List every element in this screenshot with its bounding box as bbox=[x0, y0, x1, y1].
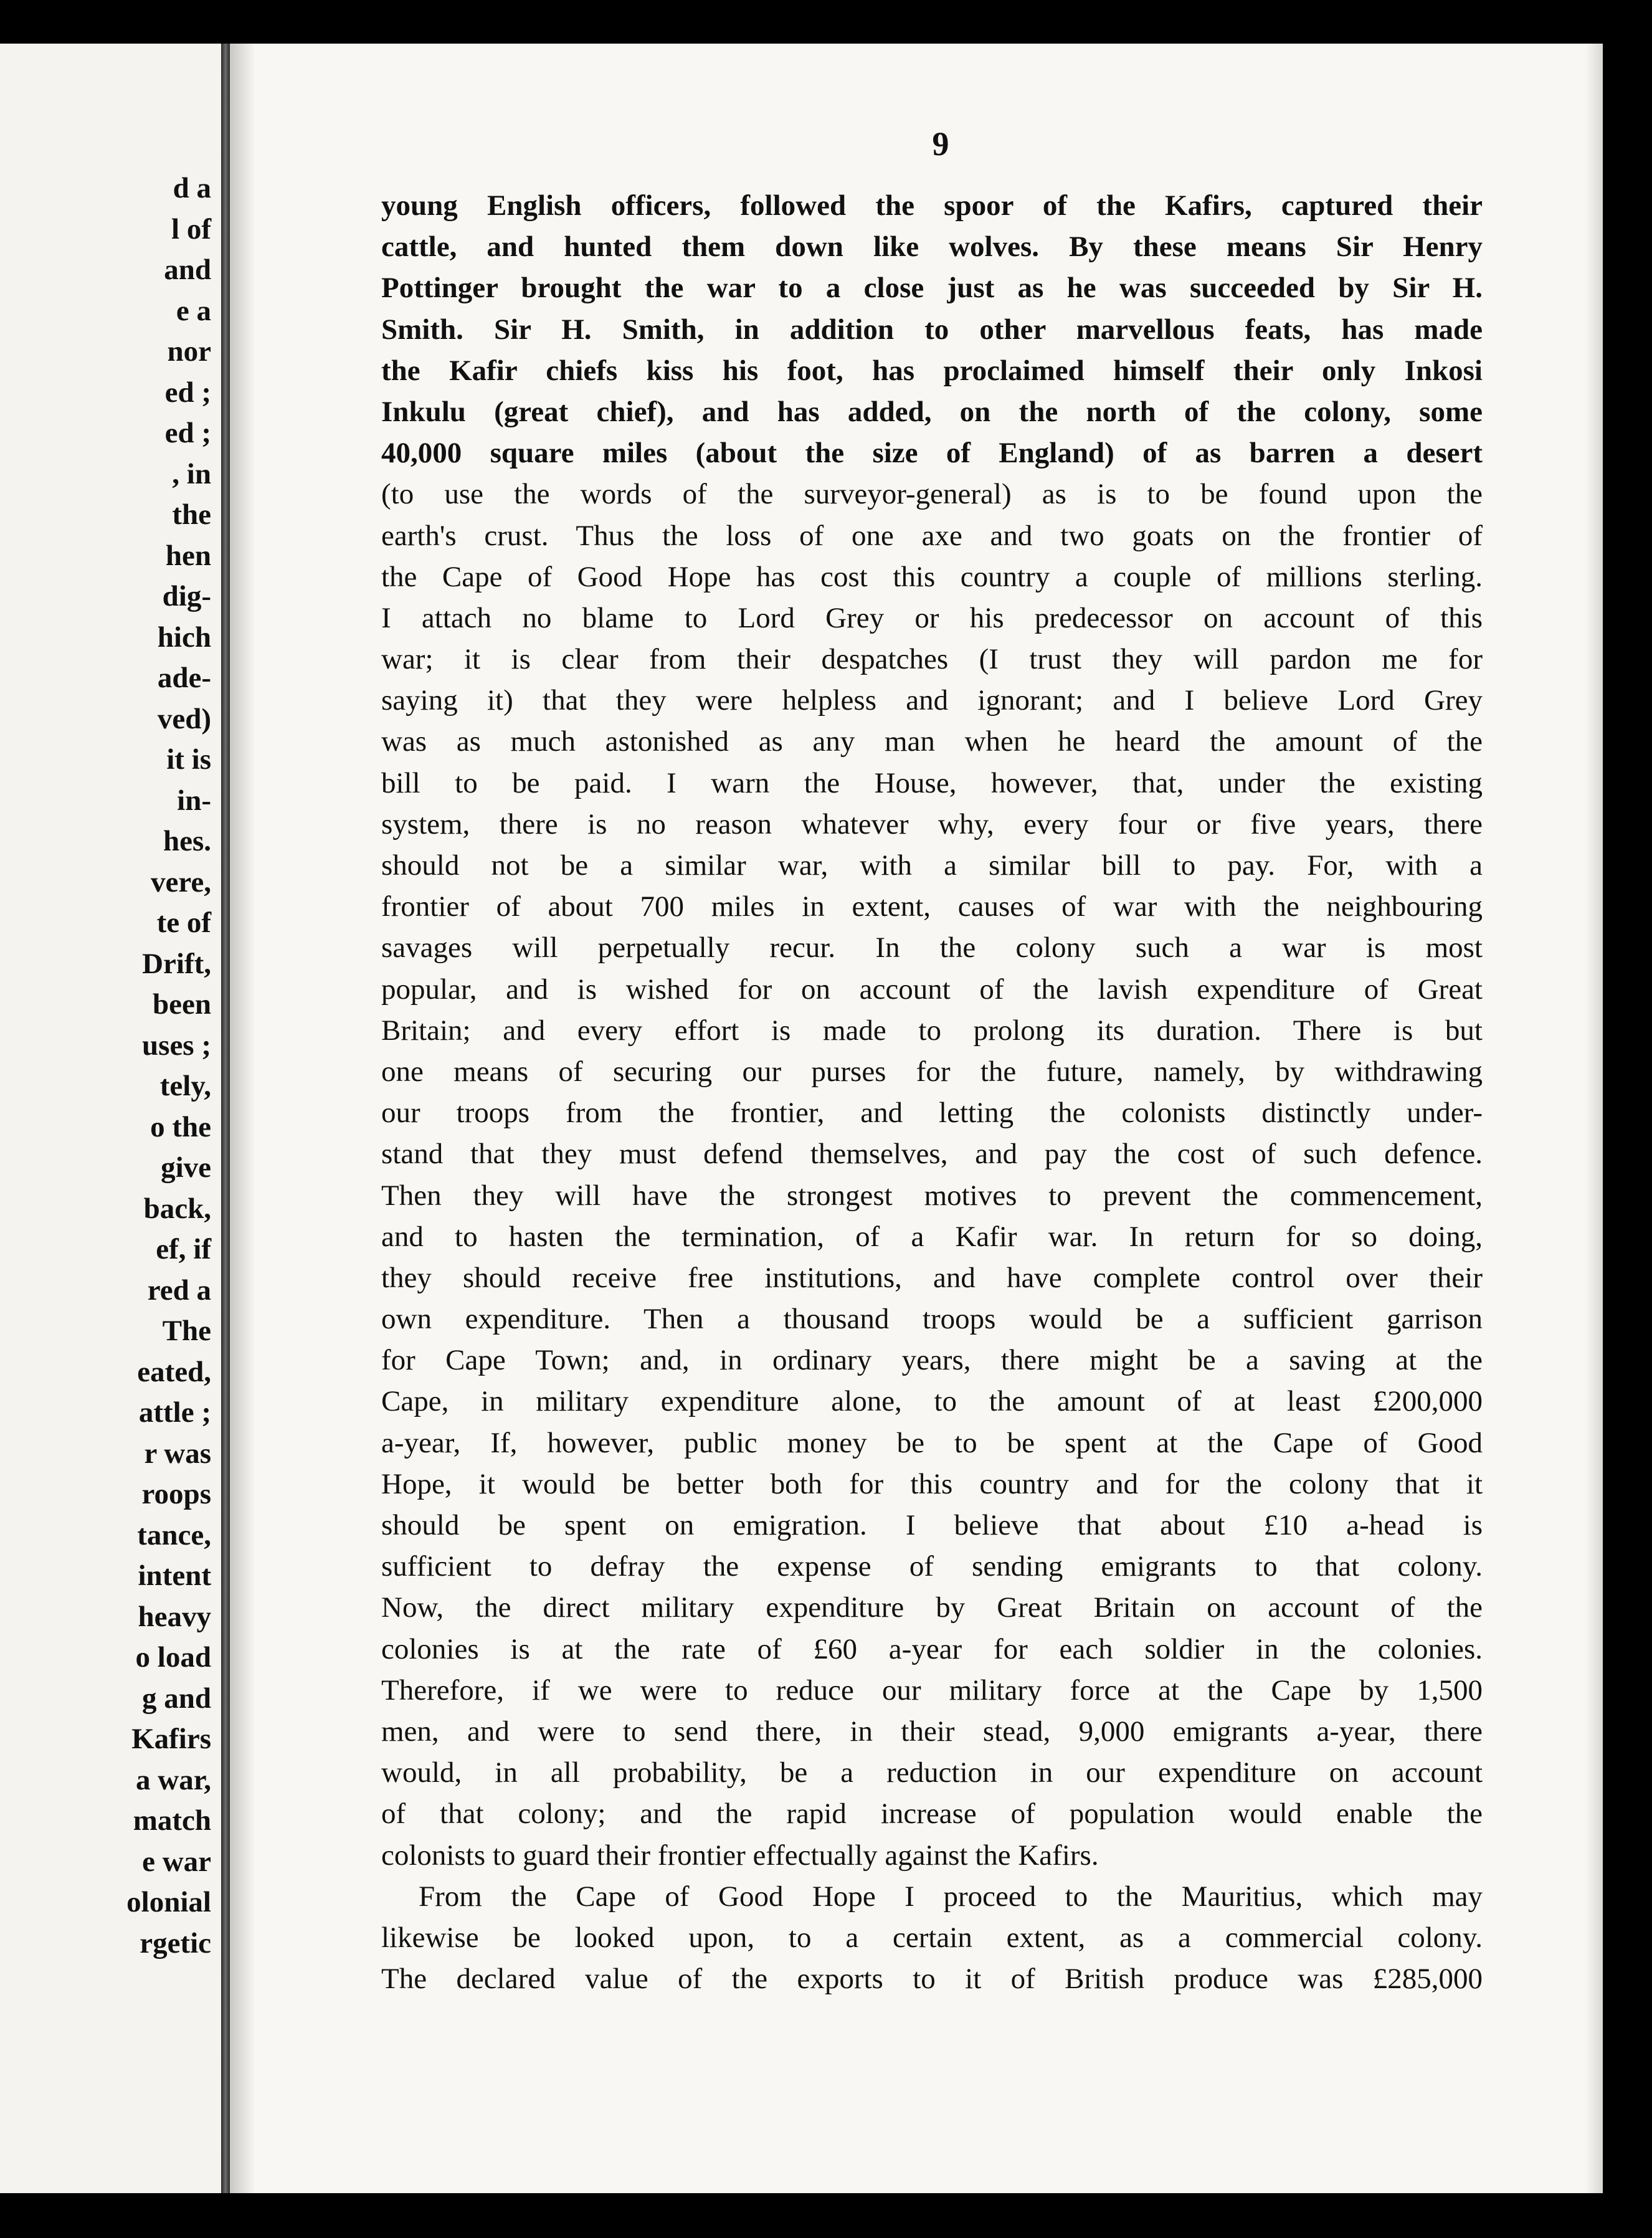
body-line: frontier of about 700 miles in extent, causes of war with the neighbouring bbox=[381, 890, 1483, 923]
left-fragment-line: olonial bbox=[126, 1886, 211, 1918]
body-line: should not be a similar war, with a similar bill to pay. For, with a bbox=[381, 849, 1483, 882]
body-line: likewise be looked upon, to a certain extent, as a commercial colony. bbox=[381, 1921, 1483, 1954]
body-line: own expenditure. Then a thousand troops would be a sufficient garrison bbox=[381, 1303, 1483, 1336]
left-fragment-line: e war bbox=[142, 1845, 211, 1878]
left-fragment-line: g and bbox=[141, 1682, 211, 1715]
body-line: Therefore, if we were to reduce our military force at the Cape by 1,500 bbox=[381, 1674, 1483, 1707]
left-fragment-line: The bbox=[162, 1315, 211, 1347]
body-line: of that colony; and the rapid increase of population would enable the bbox=[381, 1798, 1483, 1831]
left-fragment-line: ed ; bbox=[164, 376, 211, 409]
left-fragment-line: ed ; bbox=[164, 417, 211, 449]
left-fragment-line: back, bbox=[143, 1192, 211, 1225]
body-text bbox=[381, 185, 1483, 1999]
body-line: men, and were to send there, in their stead, 9,000 emigrants a-year, there bbox=[381, 1715, 1483, 1748]
left-fragment-line: o load bbox=[135, 1641, 211, 1674]
page-edge bbox=[1585, 44, 1603, 2193]
left-fragment-line: Drift, bbox=[142, 947, 211, 980]
body-line: I attach no blame to Lord Grey or his predecessor on account of this bbox=[381, 601, 1483, 634]
body-line: Smith. Sir H. Smith, in addition to other marvellous feats, has made bbox=[381, 313, 1483, 346]
left-fragment-line: the bbox=[172, 498, 211, 531]
left-fragment-line: attle ; bbox=[138, 1396, 211, 1429]
left-fragment-line: te of bbox=[156, 907, 211, 939]
body-line: the Kafir chiefs kiss his foot, has proclaimed himself their only Inkosi bbox=[381, 354, 1483, 387]
left-fragment-line: tance, bbox=[137, 1518, 211, 1551]
left-fragment-line: ef, if bbox=[156, 1233, 211, 1265]
left-fragment-line: a war, bbox=[136, 1763, 211, 1796]
body-line: young English officers, followed the spoor of the Kafirs, captured their bbox=[381, 189, 1483, 222]
body-line: savages will perpetually recur. In the colony such a war is most bbox=[381, 931, 1483, 964]
left-fragment-line: e a bbox=[176, 294, 211, 327]
left-fragment-line: hes. bbox=[163, 825, 211, 857]
book-gutter bbox=[221, 44, 230, 2193]
left-fragment-line: heavy bbox=[138, 1600, 211, 1633]
left-fragment-line: give bbox=[161, 1151, 211, 1184]
left-fragment-line: r was bbox=[144, 1437, 211, 1470]
left-fragment-line: hen bbox=[165, 539, 211, 572]
body-line: sufficient to defray the expense of sending emigrants to that colony. bbox=[381, 1550, 1483, 1583]
body-line: one means of securing our purses for the future, namely, by withdrawing bbox=[381, 1055, 1483, 1088]
body-line: the Cape of Good Hope has cost this country a couple of millions sterling. bbox=[381, 560, 1483, 593]
left-fragment-line: ade- bbox=[157, 662, 211, 694]
body-line: they should receive free institutions, and have complete control over their bbox=[381, 1261, 1483, 1294]
left-fragment-line: uses ; bbox=[142, 1029, 211, 1062]
body-line: From the Cape of Good Hope I proceed to the Mauritius, which may bbox=[419, 1880, 1483, 1913]
left-fragment-line: l of bbox=[171, 212, 211, 245]
body-line: Pottinger brought the war to a close just as he was succeeded by Sir H. bbox=[381, 272, 1483, 305]
left-fragment-line: dig- bbox=[162, 580, 211, 612]
body-line: and to hasten the termination, of a Kafir war. In return for so doing, bbox=[381, 1220, 1483, 1253]
body-line: system, there is no reason whatever why, every four or five years, there bbox=[381, 807, 1483, 840]
body-line: colonies is at the rate of £60 a-year for each soldier in the colonies. bbox=[381, 1632, 1483, 1665]
body-line: The declared value of the exports to it of British produce was £285,000 bbox=[381, 1963, 1483, 1996]
body-line: cattle, and hunted them down like wolves. By these means Sir Henry bbox=[381, 231, 1483, 264]
body-line: colonists to guard their frontier effectually against the Kafirs. bbox=[381, 1839, 1099, 1872]
left-fragment-line: eated, bbox=[137, 1355, 211, 1388]
body-line: popular, and is wished for on account of the lavish expenditure of Great bbox=[381, 973, 1483, 1006]
left-fragment-line: it is bbox=[166, 743, 211, 776]
body-line: Hope, it would be better both for this country and for the colony that it bbox=[381, 1467, 1483, 1500]
left-fragment-line: Kafirs bbox=[131, 1723, 211, 1755]
left-fragment-line: , in bbox=[172, 457, 211, 490]
left-page-text bbox=[6, 168, 211, 1964]
body-line: earth's crust. Thus the loss of one axe and two goats on the frontier of bbox=[381, 519, 1483, 552]
left-fragment-line: red a bbox=[147, 1274, 211, 1307]
left-fragment-line: vere, bbox=[151, 865, 211, 898]
left-fragment-line: ved) bbox=[157, 702, 211, 735]
body-line: bill to be paid. I warn the House, however, that, under the existing bbox=[381, 766, 1483, 799]
left-fragment-line: in- bbox=[177, 784, 211, 817]
page-number: 9 bbox=[932, 125, 949, 163]
body-line: (to use the words of the surveyor-general) as is to be found upon the bbox=[381, 478, 1483, 511]
left-fragment-line: roops bbox=[141, 1478, 211, 1510]
body-line: 40,000 square miles (about the size of England) of as barren a desert bbox=[381, 437, 1483, 470]
left-fragment-line: and bbox=[164, 254, 211, 286]
left-fragment-line: rgetic bbox=[140, 1926, 211, 1959]
body-line: Now, the direct military expenditure by Great Britain on account of the bbox=[381, 1591, 1483, 1624]
left-page-fragment bbox=[0, 44, 221, 2193]
left-fragment-line: hich bbox=[157, 621, 211, 654]
body-line: Britain; and every effort is made to prolong its duration. There is but bbox=[381, 1014, 1483, 1047]
left-fragment-line: been bbox=[153, 988, 211, 1021]
left-fragment-line: nor bbox=[167, 335, 211, 368]
body-line: Inkulu (great chief), and has added, on the north of the colony, some bbox=[381, 395, 1483, 428]
body-line: a-year, If, however, public money be to be spent at the Cape of Good bbox=[381, 1426, 1483, 1459]
body-line: war; it is clear from their despatches (I trust they will pardon me for bbox=[381, 643, 1483, 676]
left-fragment-line: intent bbox=[138, 1559, 211, 1592]
left-fragment-line: tely, bbox=[159, 1070, 211, 1102]
left-fragment-line: o the bbox=[150, 1110, 211, 1143]
left-fragment-line: match bbox=[133, 1804, 211, 1837]
body-line: stand that they must defend themselves, and pay the cost of such defence. bbox=[381, 1138, 1483, 1171]
body-line: should be spent on emigration. I believe that about £10 a-head is bbox=[381, 1509, 1483, 1541]
body-line: was as much astonished as any man when he heard the amount of the bbox=[381, 725, 1483, 758]
body-line: our troops from the frontier, and letting the colonists distinctly under- bbox=[381, 1097, 1483, 1130]
spine-shadow bbox=[230, 44, 255, 2193]
body-line: saying it) that they were helpless and ignorant; and I believe Lord Grey bbox=[381, 684, 1483, 717]
body-line: would, in all probability, be a reduction in our expenditure on account bbox=[381, 1756, 1483, 1789]
body-line: for Cape Town; and, in ordinary years, there might be a saving at the bbox=[381, 1344, 1483, 1377]
left-fragment-line: d a bbox=[173, 172, 211, 204]
body-line: Then they will have the strongest motives to prevent the commencement, bbox=[381, 1179, 1483, 1212]
body-line: Cape, in military expenditure alone, to the amount of at least £200,000 bbox=[381, 1385, 1483, 1418]
